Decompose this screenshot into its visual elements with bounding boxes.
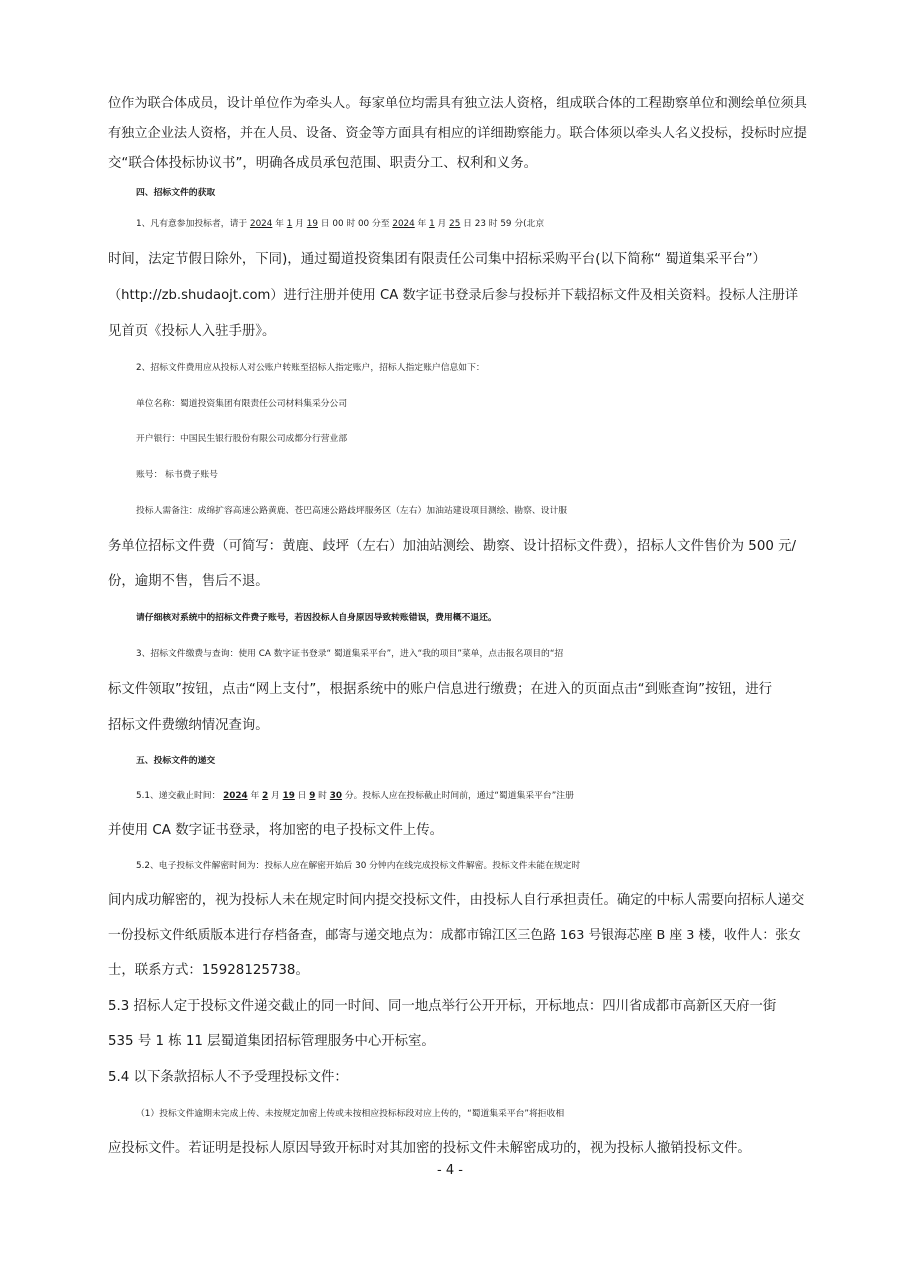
deadline-year: 2024 [223,791,248,801]
item-1-line-4: 见首页《投标人入驻手册》。 [108,324,276,339]
deadline-prefix: 5.1、递交截止时间： [136,791,221,801]
end-month-unit: 月 [437,219,447,229]
deadline-minute: 30 [329,791,343,801]
deadline-day: 19 [282,791,295,801]
consortium-line-3: 交“联合体投标协议书”，明确各成员承包范围、职责分工、权利和义务。 [108,156,537,171]
start-day: 19 [306,219,318,229]
item-54-sub1-line-2: 应投标文件。若证明是投标人原因导致开标时对其加密的投标文件未解密成功的，视为投标人撤销投标文件。 [108,1141,751,1156]
item-3-line-1: 3、招标文件缴费与查询：使用 CA 数字证书登录“ 蜀道集采平台”，进入“我的项目”菜单，点击报名项目的“招 [136,649,564,659]
item-54-line-1: 5.4 以下条款招标人不予受理投标文件： [108,1070,348,1085]
deadline-suffix: 分。投标人应在投标截止时间前，通过“蜀道集采平台”注册 [344,791,574,801]
end-day: 25 [449,219,461,229]
item-52-line-2: 间内成功解密的，视为投标人未在规定时间内提交投标文件，由投标人自行承担责任。确定的中标人需要向招标人递交 [108,893,805,908]
section-4-heading: 四、招标文件的获取 [136,188,216,198]
start-year-unit: 年 [275,219,284,229]
start-year: 2024 [249,219,273,229]
item-52-line-4: 士，联系方式：15928125738。 [108,963,309,978]
item-52-line-1: 5.2、电子投标文件解密时间为：投标人应在解密开始后 30 分钟内在线完成投标文件解密。投标文件未能在规定时 [136,861,581,871]
deadline-hour: 9 [309,791,316,801]
section-5-heading: 五、投标文件的递交 [136,756,216,766]
item-52-line-3: 一份投标文件纸质版本进行存档备查，邮寄与递交地点为：成都市锦江区三色路 163 号银海芯座 B 座 3 楼，收件人：张女 [108,928,801,943]
deadline-month: 2 [262,791,269,801]
account-bank: 开户银行：中国民生银行股份有限公司成都分行营业部 [136,434,348,444]
fee-warning: 请仔细核对系统中的招标文件费子账号，若因投标人自身原因导致转账错误，费用概不退还。 [136,613,497,623]
end-month: 1 [429,219,435,229]
item-51-line-1 [136,786,836,806]
end-time-text: 日 23 时 59 分(北京 [463,219,545,229]
page-number: - 4 - [437,1163,463,1178]
item-1-prefix: 1、凡有意参加投标者，请于 [136,219,248,229]
account-unit-name: 单位名称：蜀道投资集团有限责任公司材料集采分公司 [136,399,348,409]
start-month: 1 [286,219,293,229]
item-54-sub1-line-1: （1）投标文件逾期未完成上传、未按规定加密上传或未按相应投标标段对应上传的，“蜀道集采平台”将拒收相 [136,1109,565,1119]
start-month-unit: 月 [295,219,304,229]
consortium-line-2: 有独立企业法人资格，并在人员、设备、资金等方面具有相应的详细勘察能力。联合体须以牵头人名义投标，投标时应提 [108,126,807,141]
item-1-line-2: 时间，法定节假日除外，下同)，通过蜀道投资集团有限责任公司集中招标采购平台(以下简称“ 蜀道集采平台”） [108,252,766,267]
item-3-line-3: 招标文件费缴纳情况查询。 [108,718,269,733]
item-2-line-1: 2、招标文件费用应从投标人对公账户转账至招标人指定账户，招标人指定账户信息如下： [136,363,485,373]
item-3-line-2: 标文件领取”按钮，点击“网上支付”，根据系统中的账户信息进行缴费；在进入的页面点击“到账查询”按钮，进行 [108,682,773,697]
account-number: 账号： 标书费子账号 [136,470,218,480]
deadline-day-unit: 日 [297,791,307,801]
remark-line-2: 务单位招标文件费（可简写：黄鹿、歧坪（左右）加油站测绘、勘察、设计招标文件费），招标人文件售价为 500 元/ [108,539,797,554]
deadline-month-unit: 月 [270,791,280,801]
item-53-line-2: 535 号 1 栋 11 层蜀道集团招标管理服务中心开标室。 [108,1034,435,1049]
item-1-line-3: （http://zb.shudaojt.com）进行注册并使用 CA 数字证书登录后参与投标并下载招标文件及相关资料。投标人注册详 [108,288,799,303]
item-1-line-1 [136,214,836,234]
deadline-year-unit: 年 [250,791,260,801]
start-time-text: 日 00 时 00 分至 [320,219,390,229]
remark-line-3: 份，逾期不售，售后不退。 [108,574,269,589]
item-51-line-2: 并使用 CA 数字证书登录，将加密的电子投标文件上传。 [108,823,444,838]
end-year: 2024 [392,219,415,229]
deadline-hour-unit: 时 [318,791,327,801]
consortium-line-1: 位作为联合体成员，设计单位作为牵头人。每家单位均需具有独立法人资格，组成联合体的工程勘察单位和测绘单位须具 [108,96,807,111]
item-53-line-1: 5.3 招标人定于投标文件递交截止的同一时间、同一地点举行公开开标，开标地点：四川省成都市高新区天府一街 [108,999,777,1014]
remark-line-1: 投标人需备注：成绵扩容高速公路黄鹿、苍巴高速公路歧坪服务区（左右）加油站建设项目测绘、勘察、设计服 [136,506,568,516]
end-year-unit: 年 [417,219,427,229]
